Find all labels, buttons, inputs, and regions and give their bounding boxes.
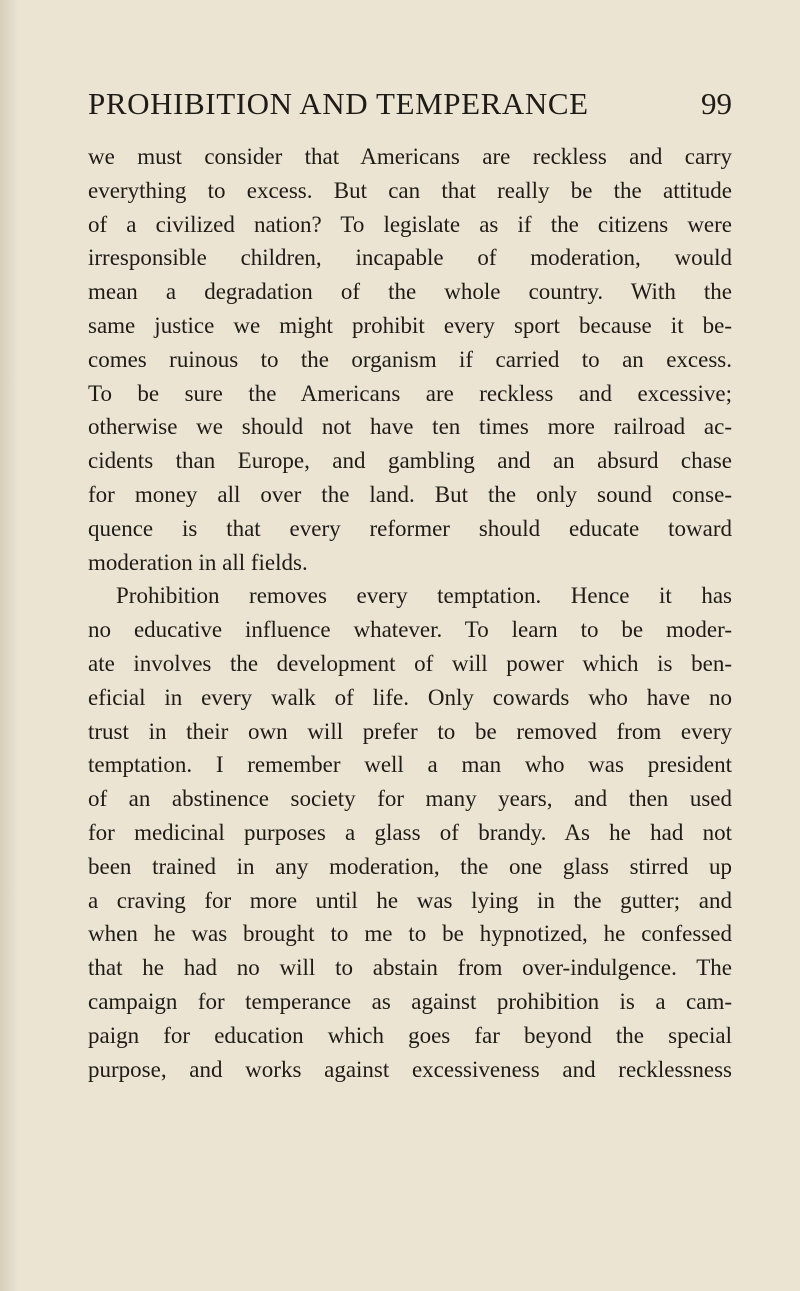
text-line: ate involves the development of will power which is ben- xyxy=(88,650,732,676)
text-line: we must consider that Americans are reckless and carry xyxy=(88,144,732,169)
text-line: trust in their own will prefer to be removed from every xyxy=(88,718,732,744)
text-line: for money all over the land. But the only sound conse- xyxy=(88,481,732,507)
text-line: been trained in any moderation, the one glass stirred up xyxy=(88,853,732,879)
text-line: everything to excess. But can that really be the attitude xyxy=(88,177,732,203)
text-line: of an abstinence society for many years, and then used xyxy=(88,786,732,812)
text-line: same justice we might prohibit every sport because it be- xyxy=(88,312,732,338)
text-line: purpose, and works against excessiveness and recklessness xyxy=(88,1056,732,1082)
page-number: 99 xyxy=(701,86,732,121)
page-gutter-shadow xyxy=(0,0,18,1291)
text-line: cidents than Europe, and gambling and an absurd chase xyxy=(88,448,732,474)
text-line: comes ruinous to the organism if carried to an excess. xyxy=(88,346,732,372)
text-line: quence is that every reformer should educate toward xyxy=(88,515,732,541)
text-line: To be sure the Americans are reckless and excessive; xyxy=(88,380,732,406)
body-text xyxy=(88,140,732,1086)
text-line: when he was brought to me to be hypnotized, he confessed xyxy=(88,921,732,947)
running-head xyxy=(88,86,732,126)
text-line: of a civilized nation? To legislate as if the citizens were xyxy=(88,211,732,237)
text-line: no educative influence whatever. To learn to be moder- xyxy=(88,617,732,643)
running-title: PROHIBITION AND TEMPERANCE xyxy=(88,86,589,121)
text-line: a craving for more until he was lying in the gutter; and xyxy=(88,887,732,913)
text-line: otherwise we should not have ten times more railroad ac- xyxy=(88,414,732,440)
text-line: for medicinal purposes a glass of brandy. As he had not xyxy=(88,819,732,845)
text-line: campaign for temperance as against prohibition is a cam- xyxy=(88,988,732,1014)
text-line: eficial in every walk of life. Only cowards who have no xyxy=(88,684,732,710)
text-line: Prohibition removes every temptation. Hence it has xyxy=(116,583,732,609)
text-line: that he had no will to abstain from over-indulgence. The xyxy=(88,955,732,981)
text-line: paign for education which goes far beyond the special xyxy=(88,1022,732,1048)
text-line: temptation. I remember well a man who was president xyxy=(88,752,732,778)
text-line: mean a degradation of the whole country. With the xyxy=(88,279,732,305)
paragraph-2 xyxy=(88,579,732,1086)
text-line: moderation in all fields. xyxy=(88,549,308,575)
text-line: irresponsible children, incapable of moderation, would xyxy=(88,245,732,271)
paragraph-1 xyxy=(88,140,732,579)
